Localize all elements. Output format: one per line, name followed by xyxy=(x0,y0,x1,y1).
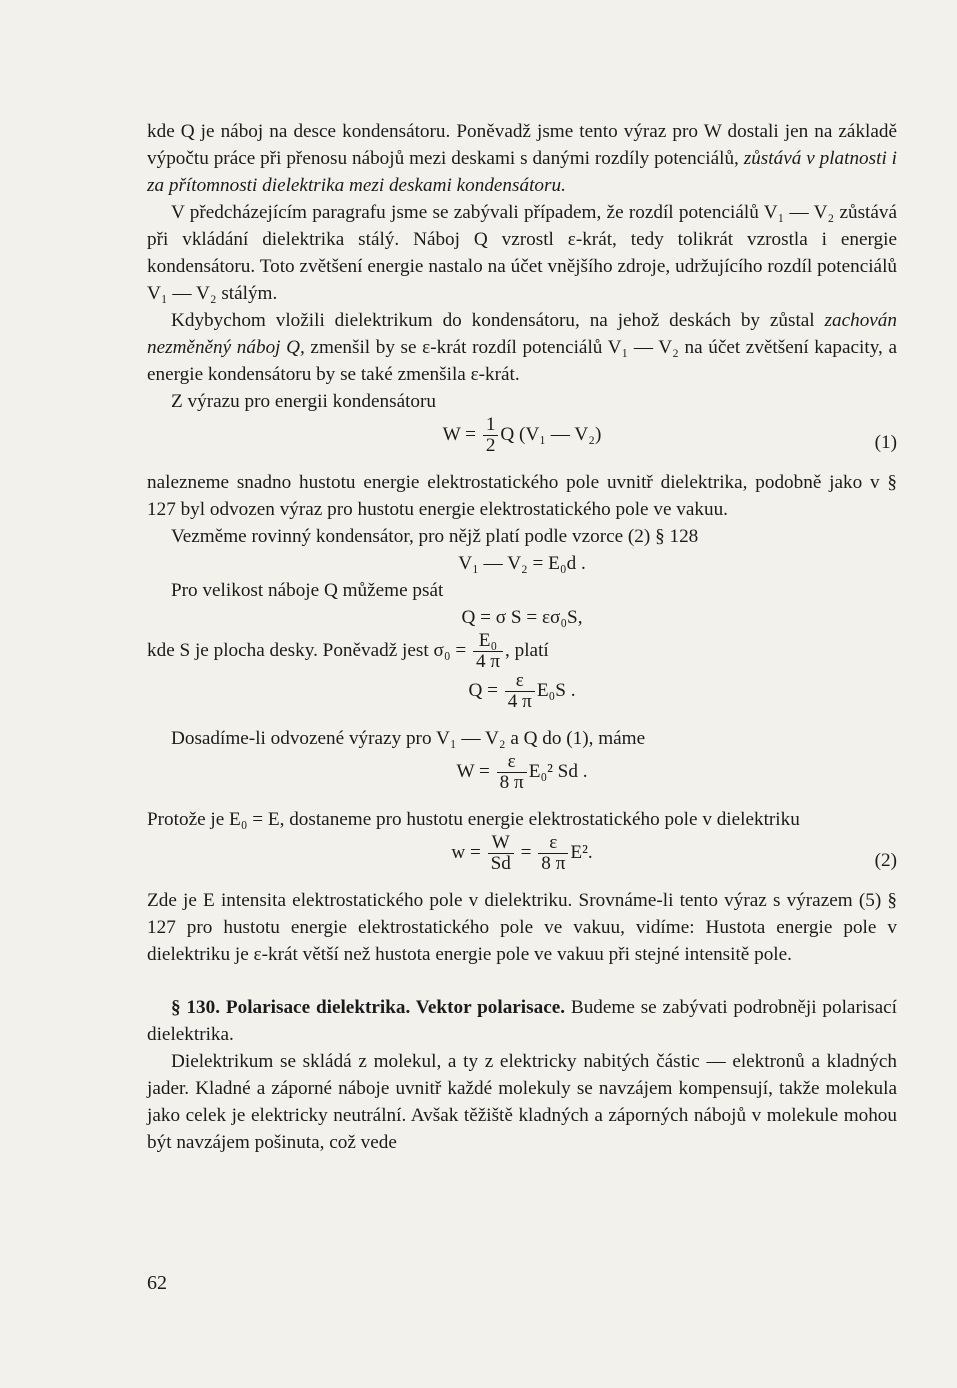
sigma-fraction xyxy=(473,631,503,672)
equation-1-rhs: Q (V₁ — V₂) xyxy=(500,423,602,445)
paragraph-4: Z výrazu pro energii kondensátoru xyxy=(171,391,436,412)
section-gap xyxy=(147,968,897,994)
section-intro-text: Budeme se zabývati podrobněji polarisací dielektrika. xyxy=(147,997,897,1045)
page-number: 62 xyxy=(147,1272,167,1294)
paragraph-3-emphasis: zachován nezměněný náboj Q, xyxy=(147,310,897,358)
equation-3-text: Q = σ S = εσ₀S, xyxy=(461,607,583,628)
paragraph-2: V předcházejícím paragrafu jsme se zabývali případem, že rozdíl potenciálů V₁ — V₂ zůstává při vkládání dielektrika stálý. Náboj Q vzrostl ε-krát, tedy tolikrát vzrostla i energie kondensátoru. Toto zvětšení energie nastalo na účet vnějšího zdroje, udržujícího rozdíl potenciálů V₁ — V₂ stálým. xyxy=(147,202,897,304)
equation-1-denominator: 2 xyxy=(485,435,496,456)
page-body xyxy=(147,118,897,1156)
paragraph-6: Vezměme rovinný kondensátor, pro nějž platí podle vzorce (2) § 128 xyxy=(171,526,699,547)
paragraph-1-emphasis: zůstává v platnosti i za přítomnosti dielektrika mezi deskami kondensátoru. xyxy=(147,148,897,196)
equation-6-denominator-1: Sd xyxy=(490,853,511,874)
paragraph-8 xyxy=(147,631,897,671)
paragraph-8-text-b: , platí xyxy=(505,640,549,661)
equation-6 xyxy=(147,833,897,887)
equation-6-rhs: E². xyxy=(570,841,593,863)
paragraph-1-text: kde Q je náboj na desce kondensátoru. Poněvadž jsme tento výraz pro W dostali jen na základě výpočtu práce při přenosu nábojů mezi deskami s danými rozdíly potenciálů, xyxy=(147,121,897,169)
sigma-fraction-numerator: E₀ xyxy=(473,631,503,652)
paragraph-3 xyxy=(147,307,897,388)
sigma-fraction-denominator: 4 π xyxy=(475,651,501,673)
paragraph-3-text-b: zmenšil by se ε-krát rozdíl potenciálů V₁ — V₂ na účet zvětšení kapacity, a energie kondensátoru by se také zmenšila ε-krát. xyxy=(147,337,897,385)
equation-1 xyxy=(147,415,897,469)
paragraph-7: Pro velikost náboje Q můžeme psát xyxy=(171,580,444,601)
equation-5-denominator: 8 π xyxy=(499,772,524,793)
equation-3 xyxy=(147,604,897,631)
equation-5-rhs: E₀² Sd . xyxy=(528,760,588,782)
equation-1-fraction xyxy=(483,415,499,456)
paragraph-9: Dosadíme-li odvozené výrazy pro V₁ — V₂ a Q do (1), máme xyxy=(171,728,646,749)
equation-4-fraction xyxy=(505,671,535,712)
equation-6-numerator-2: ε xyxy=(538,833,568,854)
equation-5-numerator: ε xyxy=(497,752,527,773)
equation-1-lhs: W = xyxy=(442,423,481,445)
paragraph-1 xyxy=(147,118,897,199)
equation-6-fraction-1 xyxy=(488,833,514,874)
equation-6-denominator-2: 8 π xyxy=(541,853,566,874)
equation-2 xyxy=(147,550,897,577)
paragraph-10: Protože je E₀ = E, dostaneme pro hustotu energie elektrostatického pole v dielektriku xyxy=(147,809,800,830)
equation-5 xyxy=(147,752,897,806)
paragraph-3-text-a: Kdybychom vložili dielektrikum do kondensátoru, na jehož deskách by zůstal xyxy=(171,310,825,331)
equation-6-equals: = xyxy=(515,841,537,863)
equation-6-fraction-2 xyxy=(538,833,568,874)
equation-2-text: V₁ — V₂ = E₀d . xyxy=(458,553,586,574)
equation-6-number: (2) xyxy=(874,850,897,871)
section-heading: § 130. Polarisace dielektrika. Vektor polarisace. xyxy=(171,997,566,1018)
equation-4-numerator: ε xyxy=(505,671,535,692)
paragraph-11: Zde je E intensita elektrostatického pole v dielektriku. Srovnáme-li tento výraz s výrazem (5) § 127 pro hustotu energie elektrostatického pole ve vakuu, vidíme: Hustota energie pole v dielektriku je ε-krát větší než hustota energie pole ve vakuu při stejné intensitě pole. xyxy=(147,890,897,965)
equation-6-lhs: w = xyxy=(451,841,486,863)
paragraph-8-text-a: kde S je plocha desky. Poněvadž jest σ₀ = xyxy=(147,640,471,661)
equation-4-denominator: 4 π xyxy=(507,691,532,712)
equation-6-numerator-1: W xyxy=(488,833,514,854)
equation-4-lhs: Q = xyxy=(468,679,503,701)
equation-1-numerator: 1 xyxy=(483,415,499,436)
section-130 xyxy=(147,994,897,1048)
paragraph-5: nalezneme snadno hustotu energie elektrostatického pole uvnitř dielektrika, podobně jako v § 127 byl odvozen výraz pro hustotu energie elektrostatického pole ve vakuu. xyxy=(147,472,897,520)
paragraph-12: Dielektrikum se skládá z molekul, a ty z elektricky nabitých částic — elektronů a kladných jader. Kladné a záporné náboje uvnitř každé molekuly se navzájem kompensují, takže molekula jako celek je elektricky neutrální. Avšak těžiště kladných a záporných nábojů v molekule mohou být navzájem pošinuta, což vede xyxy=(147,1051,897,1153)
equation-5-fraction xyxy=(497,752,527,793)
equation-5-lhs: W = xyxy=(456,760,495,782)
equation-1-number: (1) xyxy=(874,432,897,453)
equation-4-rhs: E₀S . xyxy=(536,679,576,701)
equation-4 xyxy=(147,671,897,725)
